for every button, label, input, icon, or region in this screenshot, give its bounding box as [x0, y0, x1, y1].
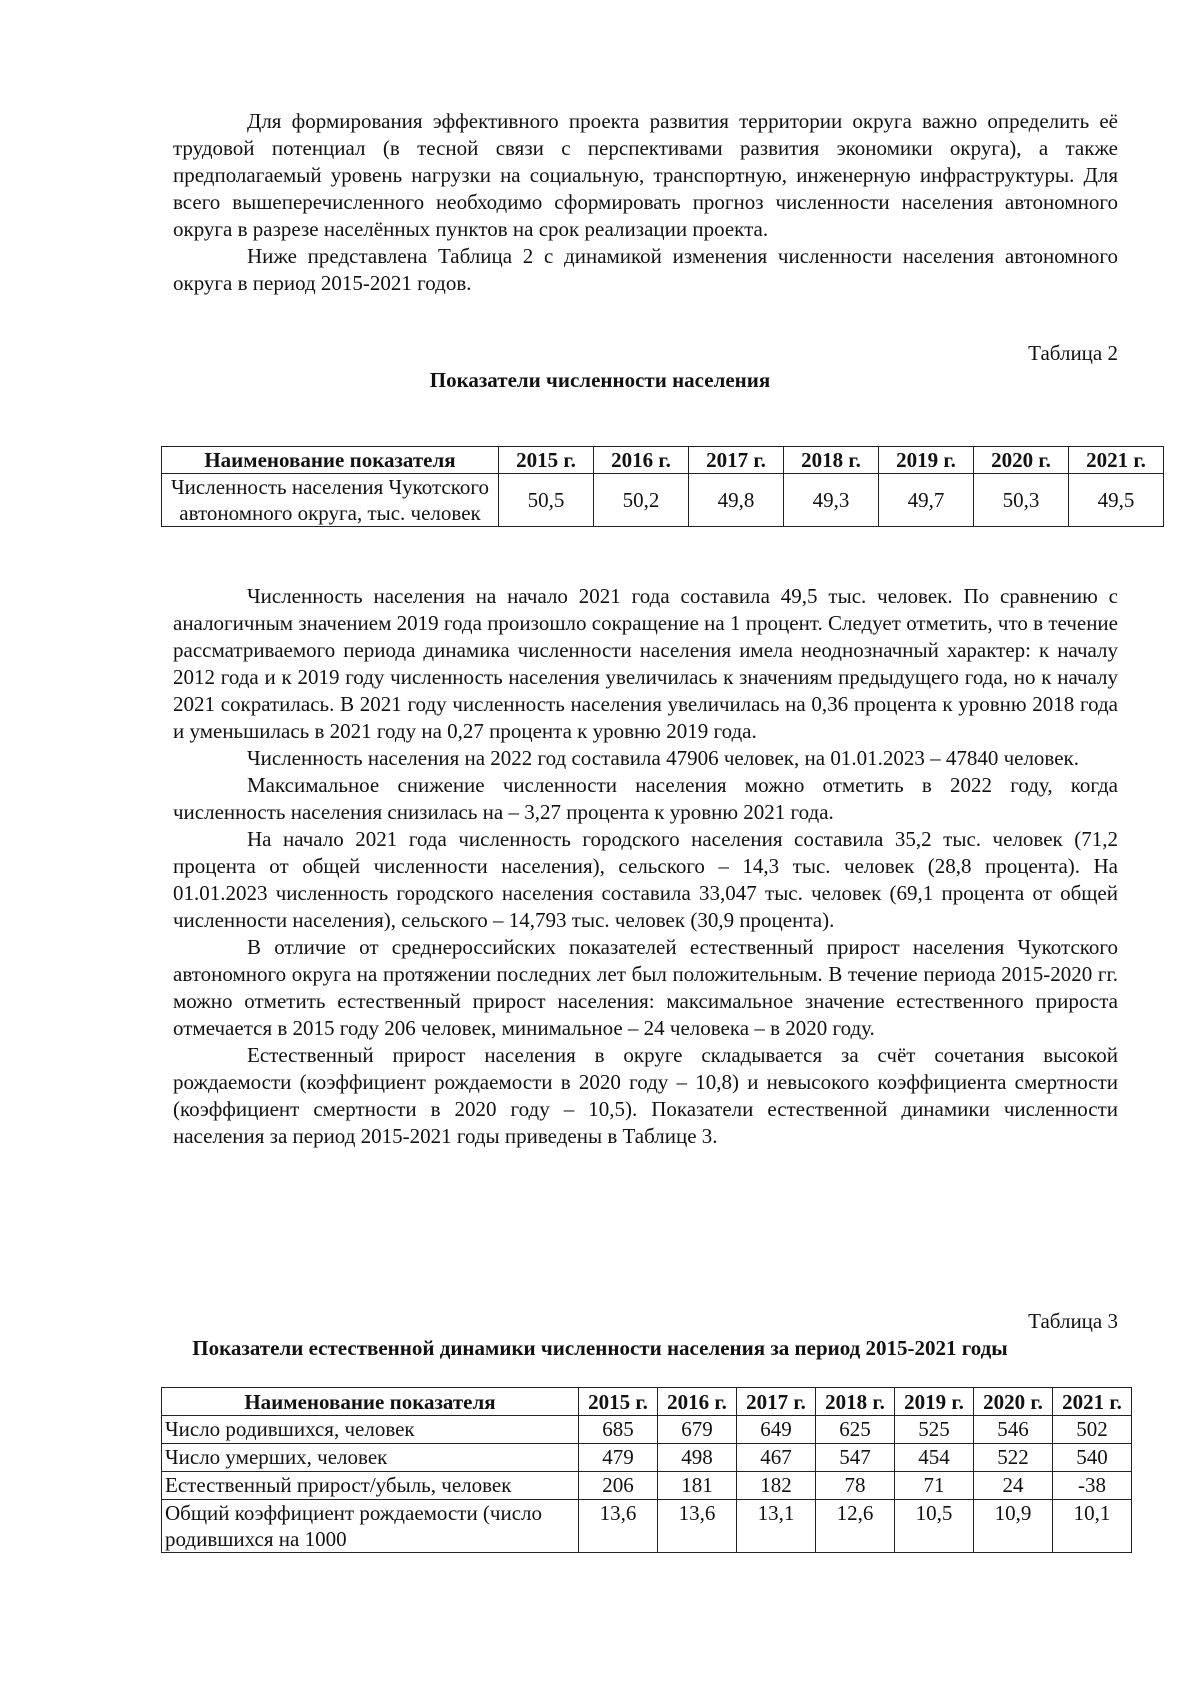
table-cell: 454: [895, 1444, 974, 1472]
column-header: 2018 г.: [816, 1388, 895, 1416]
column-header: 2015 г.: [579, 1388, 658, 1416]
table-cell: 50,5: [499, 474, 594, 527]
table-2-title: Показатели численности населения: [429, 368, 771, 392]
paragraph: В отличие от среднероссийских показателей естественный прирост населения Чукотского автономного округа на протяжении последних лет был положительным. В течение периода 2015-2020 гг. можно отметить естественный прирост населения: максимальное значение естественного прироста отмечается в 2015 году 206 человек, минимальное – 24 человека – в 2020 году.: [173, 935, 1118, 1040]
table-cell: 49,5: [1069, 474, 1164, 527]
table-cell: 522: [974, 1444, 1053, 1472]
table-cell: 502: [1053, 1416, 1132, 1444]
table-cell: 49,7: [879, 474, 974, 527]
row-name: Естественный прирост/убыль, человек: [162, 1472, 579, 1500]
table-cell: 182: [737, 1472, 816, 1500]
row-name: Численность населения Чукотского автономного округа, тыс. человек: [162, 474, 499, 527]
table-cell: 71: [895, 1472, 974, 1500]
table-cell: 525: [895, 1416, 974, 1444]
table-cell: 546: [974, 1416, 1053, 1444]
column-header: 2019 г.: [895, 1388, 974, 1416]
table-header-row: [162, 1388, 1132, 1416]
table-row: [162, 1500, 1132, 1553]
row-name: Число родившихся, человек: [162, 1416, 579, 1444]
paragraph: Естественный прирост населения в округе складывается за счёт сочетания высокой рождаемости (коэффициент рождаемости в 2020 году – 10,8) и невысокого коэффициента смертности (коэффициент смертности в 2020 году – 10,5). Показатели естественной динамики численности населения за период 2015-2021 годы приведены в Таблице 3.: [173, 1043, 1118, 1148]
table-cell: 10,9: [974, 1500, 1053, 1553]
table-cell: 467: [737, 1444, 816, 1472]
paragraph: Максимальное снижение численности населения можно отметить в 2022 году, когда численность населения снизилась на – 3,27 процента к уровню 2021 года.: [173, 773, 1118, 824]
table-cell: 50,3: [974, 474, 1069, 527]
row-name: Общий коэффициент рождаемости (число родившихся на 1000: [162, 1500, 579, 1553]
table-3-title: Показатели естественной динамики численности населения за период 2015-2021 годы: [192, 1336, 1008, 1360]
table-cell: 13,6: [579, 1500, 658, 1553]
body-text: [173, 583, 1118, 1150]
table-header-row: [162, 447, 1164, 474]
table-cell: -38: [1053, 1472, 1132, 1500]
table-2-caption: Таблица 2: [1028, 341, 1118, 365]
column-header: 2020 г.: [974, 447, 1069, 474]
paragraph: На начало 2021 года численность городского населения составила 35,2 тыс. человек (71,2 процента от общей численности населения), сельского – 14,3 тыс. человек (28,8 процента). На 01.01.2023 численность городского населения составила 33,047 тыс. человек (69,1 процента от общей численности населения), сельского – 14,793 тыс. человек (30,9 процента).: [173, 827, 1118, 932]
table-cell: 13,6: [658, 1500, 737, 1553]
table-cell: 10,1: [1053, 1500, 1132, 1553]
table-cell: 540: [1053, 1444, 1132, 1472]
table-cell: 649: [737, 1416, 816, 1444]
table-cell: 625: [816, 1416, 895, 1444]
table-cell: 49,8: [689, 474, 784, 527]
paragraph: Ниже представлена Таблица 2 с динамикой изменения численности населения автономного округа в период 2015-2021 годов.: [173, 244, 1118, 295]
paragraph: Численность населения на 2022 год составила 47906 человек, на 01.01.2023 – 47840 человек.: [247, 746, 1079, 770]
column-header: 2017 г.: [689, 447, 784, 474]
column-header: 2019 г.: [879, 447, 974, 474]
column-header: 2016 г.: [658, 1388, 737, 1416]
column-header: Наименование показателя: [162, 447, 499, 474]
column-header: Наименование показателя: [162, 1388, 579, 1416]
table-2: [161, 446, 1164, 527]
table-cell: 49,3: [784, 474, 879, 527]
column-header: 2015 г.: [499, 447, 594, 474]
table-cell: 78: [816, 1472, 895, 1500]
column-header: 2018 г.: [784, 447, 879, 474]
table-row: [162, 1472, 1132, 1500]
table-3-caption: Таблица 3: [1028, 1309, 1118, 1333]
column-header: 2017 г.: [737, 1388, 816, 1416]
table-cell: 181: [658, 1472, 737, 1500]
table-row: [162, 1444, 1132, 1472]
table-cell: 50,2: [594, 474, 689, 527]
table-cell: 24: [974, 1472, 1053, 1500]
table-cell: 685: [579, 1416, 658, 1444]
paragraph: Численность населения на начало 2021 года составила 49,5 тыс. человек. По сравнению с аналогичным значением 2019 года произошло сокращение на 1 процент. Следует отметить, что в течение рассматриваемого периода динамика численности населения имела неоднозначный характер: к началу 2012 года и к 2019 году численность населения увеличилась к значениям предыдущего года, но к началу 2021 сократилась. В 2021 году численность населения увеличилась на 0,36 процента к уровню 2018 года и уменьшилась в 2021 году на 0,27 процента к уровню 2019 года.: [173, 584, 1118, 743]
column-header: 2020 г.: [974, 1388, 1053, 1416]
table-cell: 547: [816, 1444, 895, 1472]
intro-text: [173, 108, 1118, 297]
column-header: 2016 г.: [594, 447, 689, 474]
table-cell: 12,6: [816, 1500, 895, 1553]
column-header: 2021 г.: [1069, 447, 1164, 474]
row-name: Число умерших, человек: [162, 1444, 579, 1472]
table-cell: 479: [579, 1444, 658, 1472]
table-3: [161, 1387, 1132, 1553]
table-cell: 13,1: [737, 1500, 816, 1553]
column-header: 2021 г.: [1053, 1388, 1132, 1416]
table-row: [162, 1416, 1132, 1444]
table-cell: 498: [658, 1444, 737, 1472]
table-cell: 679: [658, 1416, 737, 1444]
table-cell: 206: [579, 1472, 658, 1500]
table-cell: 10,5: [895, 1500, 974, 1553]
table-row: [162, 474, 1164, 527]
paragraph: Для формирования эффективного проекта развития территории округа важно определить её трудовой потенциал (в тесной связи с перспективами развития экономики округа), а также предполагаемый уровень нагрузки на социальную, транспортную, инженерную инфраструктуры. Для всего вышеперечисленного необходимо сформировать прогноз численности населения автономного округа в разрезе населённых пунктов на срок реализации проекта.: [173, 109, 1118, 241]
